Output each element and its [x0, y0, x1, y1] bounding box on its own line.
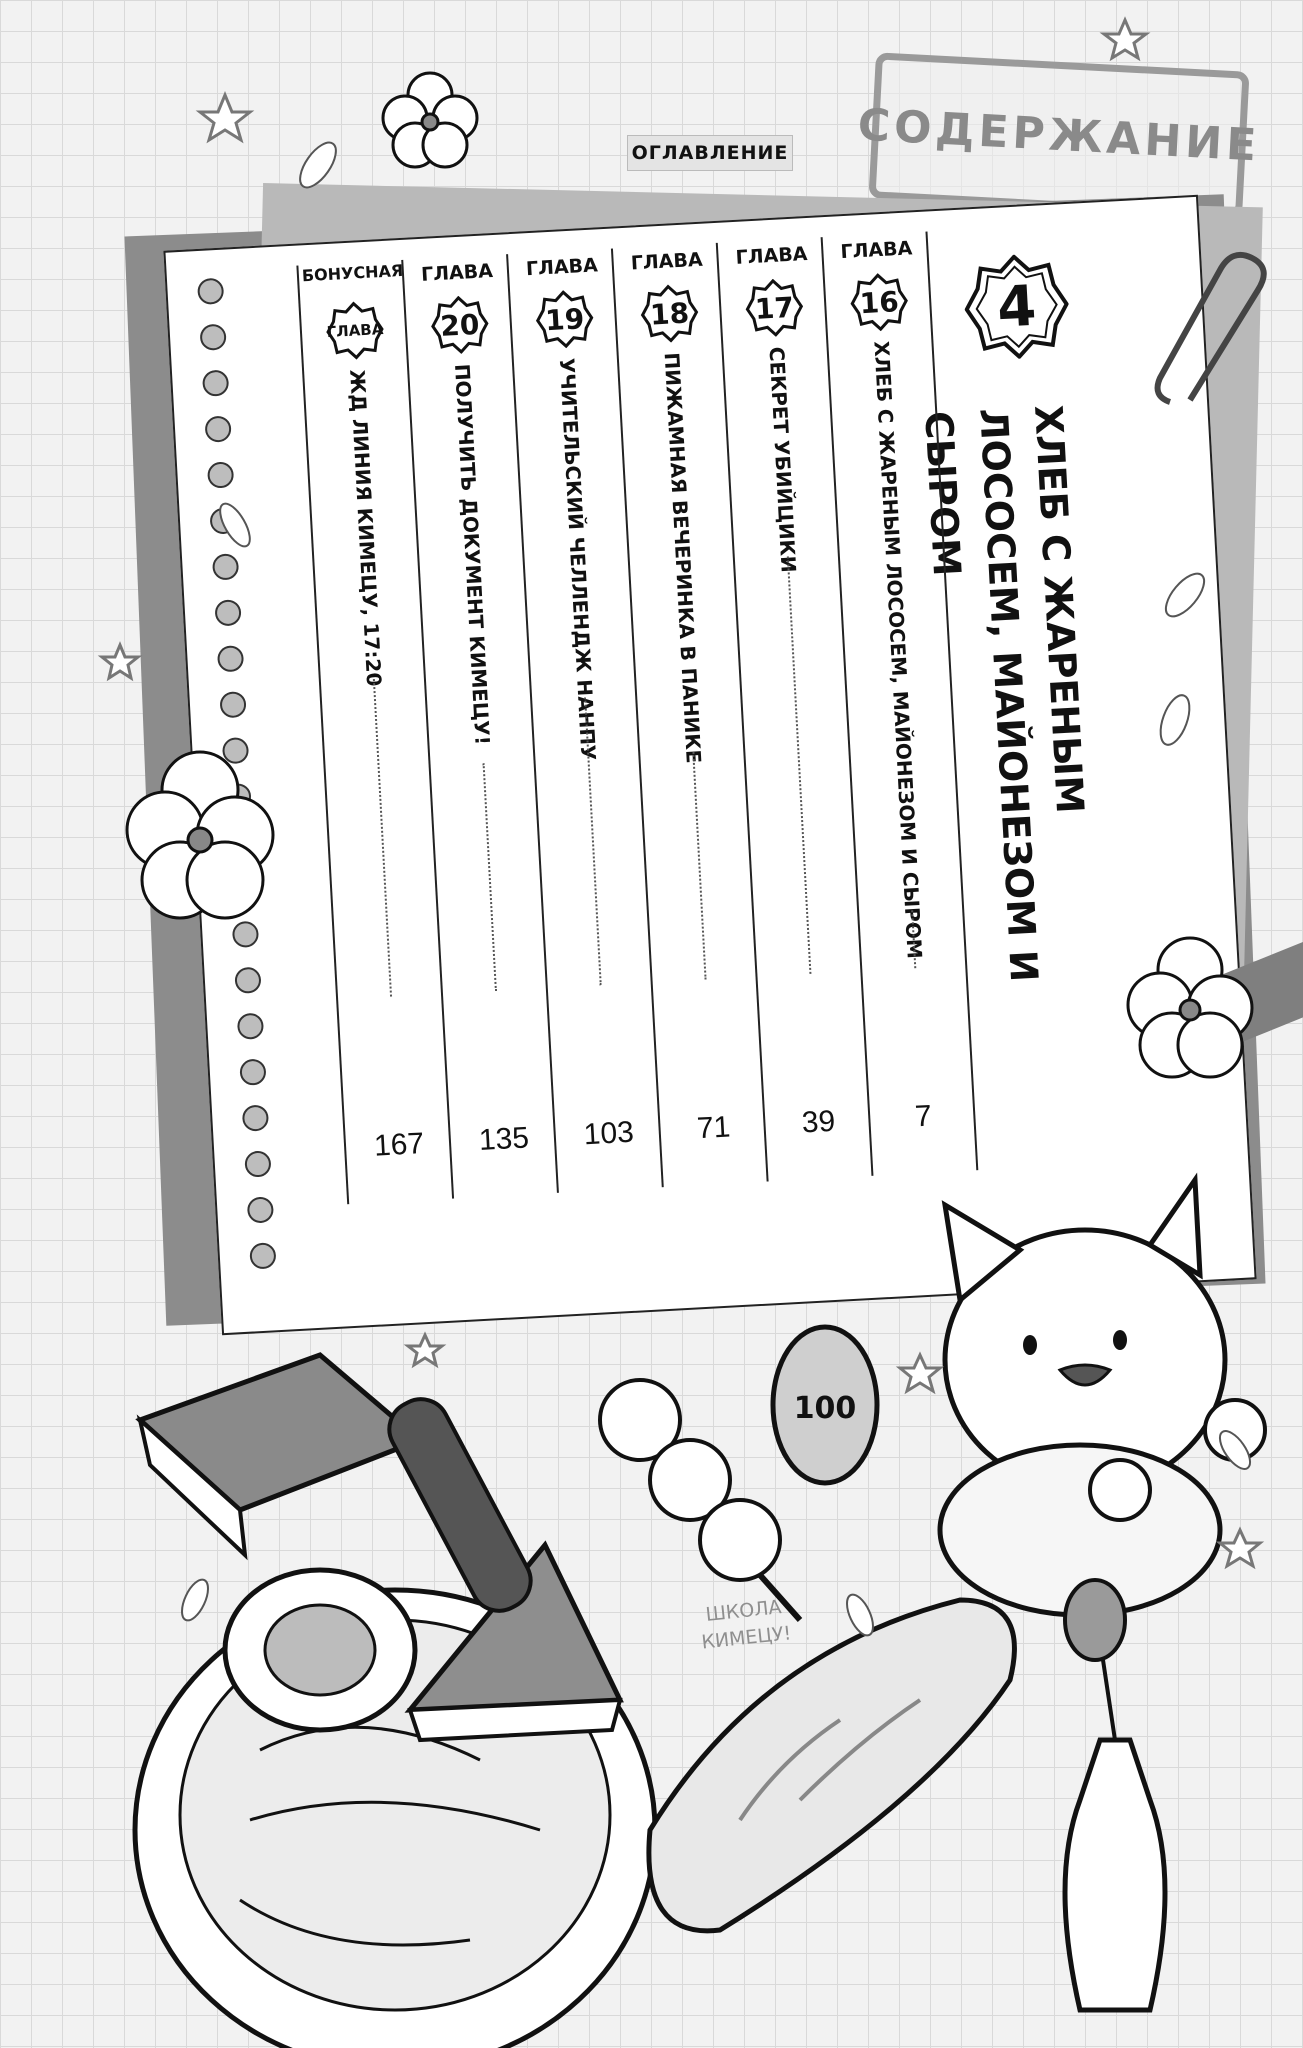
dango-icon [600, 1380, 800, 1620]
chapter-page: 135 [478, 1121, 530, 1158]
chapter-title: СЕКРЕТ УБИЙЦИКИ [764, 346, 801, 574]
volume-number: 4 [995, 273, 1038, 341]
chapter-label: ГЛАВА [420, 260, 494, 286]
sakura-flower-icon [383, 73, 477, 167]
stamp-text: СОДЕРЖАНИЕ [856, 98, 1262, 172]
chapter-number: 16 [858, 284, 900, 320]
coin-icon [773, 1327, 877, 1483]
chapter-title: ПИЖАМНАЯ ВЕЧЕРИНКА В ПАНИКЕ [659, 351, 706, 765]
school-sign: ШКОЛА КИМЕЦУ! [700, 1596, 793, 1654]
coin-value: 100 [793, 1391, 857, 1426]
chapter-title: ЖД ЛИНИЯ КИМЕЦУ, 17:20 [345, 368, 387, 687]
book-icon [140, 1355, 420, 1555]
chapter-number: 19 [544, 301, 586, 337]
toc-label: ОГЛАВЛЕНИЕ [627, 135, 793, 171]
chapter-title: ПОЛУЧИТЬ ДОКУМЕНТ КИМЕЦУ! [449, 363, 495, 746]
vase-icon [1065, 1580, 1165, 2010]
cat-mascot-icon [940, 1180, 1265, 1615]
egg-icon [225, 1570, 415, 1730]
chapter-page: 103 [582, 1115, 635, 1152]
chapter-label: ГЛАВА [525, 254, 599, 281]
chapter-number: 17 [754, 290, 795, 326]
chapter-label: ГЛАВА [630, 248, 704, 275]
chapter-page: 7 [914, 1099, 933, 1134]
chapter-title: ХЛЕБ С ЖАРЕНЫМ ЛОСОСЕМ, МАЙОНЕЗОМ И СЫРОМ [869, 340, 927, 960]
chapter-label: ГЛАВА [839, 237, 913, 264]
chapter-label: ГЛАВА [735, 243, 808, 269]
chapter-title: УЧИТЕЛЬСКИЙ ЧЕЛЛЕНДЖ НАНПУ [554, 357, 601, 761]
chapter-number: 20 [439, 307, 481, 343]
sakura-flower-icon [127, 752, 273, 918]
chapter-page: 167 [373, 1127, 425, 1163]
paperclip-icon [1158, 255, 1264, 402]
chapter-page: 71 [696, 1110, 732, 1146]
volume-title: ХЛЕБ С ЖАРЕНЫМ ЛОСОСЕМ, МАЙОНЕЗОМ И СЫРОМ [916, 404, 1093, 984]
chapter-page: 39 [800, 1104, 837, 1140]
chapter-number: ГЛАВА [326, 320, 384, 342]
sakura-flower-icon [1128, 938, 1252, 1077]
chapter-label: БОНУСНАЯ [301, 260, 404, 286]
chapter-number: 18 [649, 295, 690, 332]
scroll-icon [380, 1389, 541, 1620]
